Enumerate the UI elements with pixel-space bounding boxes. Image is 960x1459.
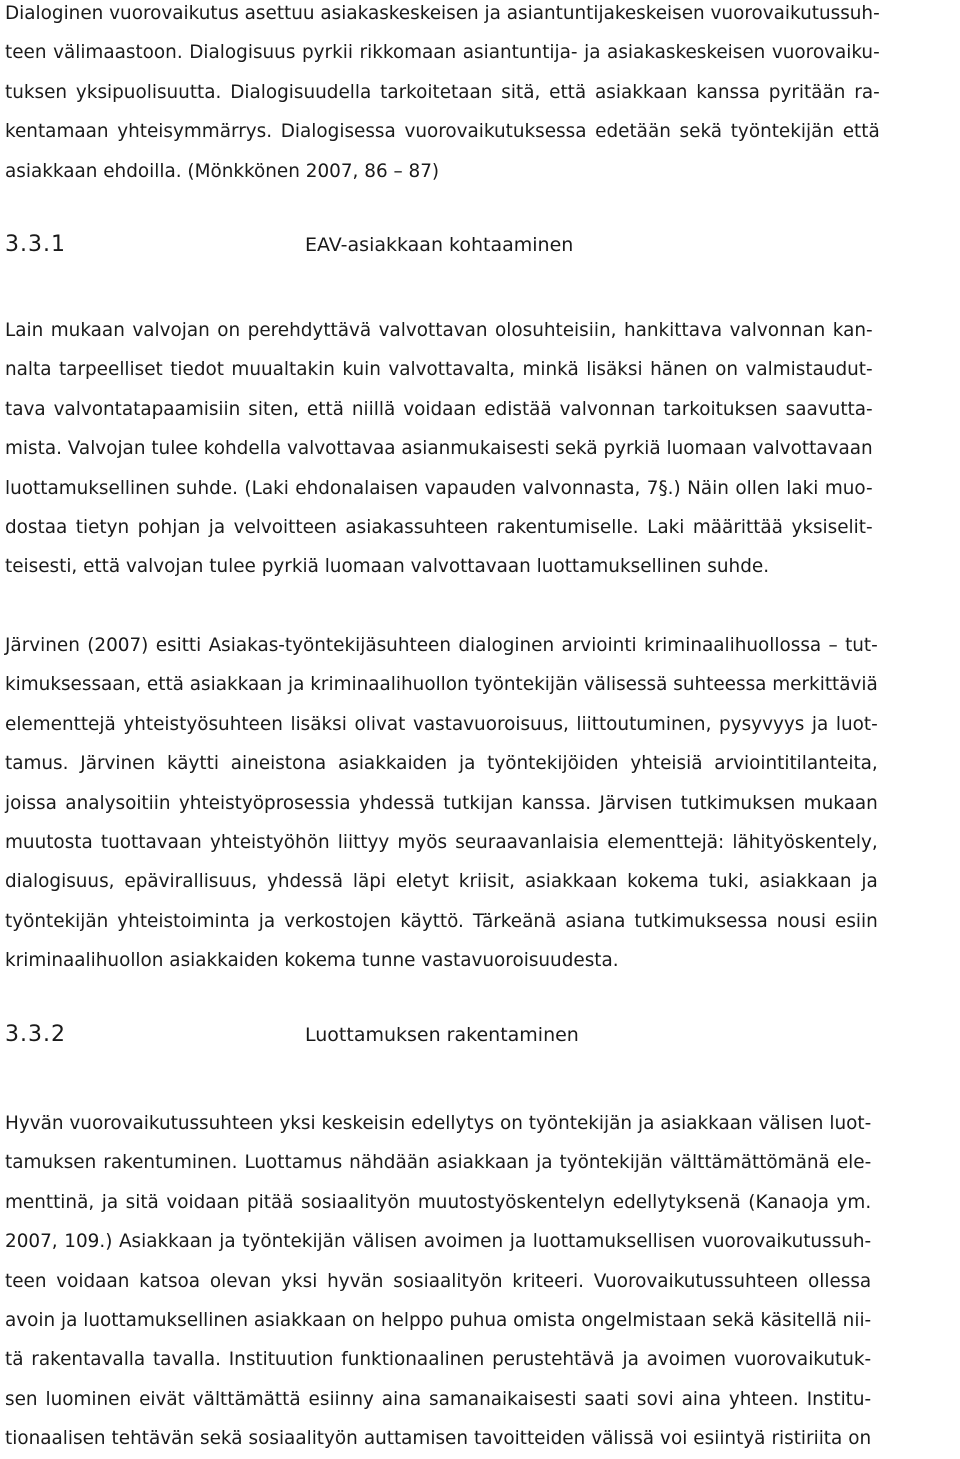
text-line: muutosta tuottavaan yhteistyöhön liittyy myös seuraavanlaisia elementtejä: lähityöskentely, xyxy=(5,831,878,853)
text-line: dostaa tietyn pohjan ja velvoitteen asiakassuhteen rakentumiselle. Laki määrittää yksiselit- xyxy=(5,516,873,538)
text-line: 2007, 109.) Asiakkaan ja työntekijän välisen avoimen ja luottamuksellisen vuorovaikutussuh- xyxy=(5,1231,872,1253)
section-heading-3-3-2 xyxy=(5,1022,955,1047)
text-line: teen välimaastoon. Dialogisuus pyrkii rikkomaan asiantuntija- ja asiakaskeskeisen vuorovaiku- xyxy=(5,42,880,64)
section-number: 3.3.1 xyxy=(5,232,66,257)
text-line: Järvinen (2007) esitti Asiakas-työntekijäsuhteen dialoginen arviointi kriminaalihuollossa – tut- xyxy=(5,635,878,656)
text-line: työntekijän yhteistoiminta ja verkostojen käyttö. Tärkeänä asiana tutkimuksessa nousi esiin xyxy=(5,910,878,932)
text-line: kriminaalihuollon asiakkaiden kokema tunne vastavuoroisuudesta. xyxy=(5,950,619,972)
text-line: teisesti, että valvojan tulee pyrkiä luomaan valvottavaan luottamuksellinen suhde. xyxy=(5,556,770,578)
text-line: asiakkaan ehdoilla. (Mönkkönen 2007, 86 – 87) xyxy=(5,160,440,182)
text-line: teen voidaan katsoa olevan yksi hyvän sosiaalityön kriteeri. Vuorovaikutussuhteen ollessa xyxy=(5,1270,872,1292)
text-line: tamus. Järvinen käytti aineistona asiakkaiden ja työntekijöiden yhteisiä arviointitilanteita, xyxy=(5,753,878,775)
text-line: tava valvontatapaamisiin siten, että niillä voidaan edistää valvonnan tarkoituksen saavutta- xyxy=(5,398,873,420)
text-line: dialogisuus, epävirallisuus, yhdessä läpi eletyt kriisit, asiakkaan kokema tuki, asiakkaan ja xyxy=(5,871,878,893)
text-line: avoin ja luottamuksellinen asiakkaan on helppo puhua omista ongelmistaan sekä käsitellä nii- xyxy=(5,1309,872,1331)
text-line: elementtejä yhteistyösuhteen lisäksi olivat vastavuoroisuus, liittoutuminen, pysyvyys ja luot- xyxy=(5,713,878,735)
paragraph-jarvinen-study xyxy=(5,626,878,981)
paragraph-trust-building xyxy=(5,1104,871,1459)
text-line: joissa analysoitiin yhteistyöprosessia yhdessä tutkijan kanssa. Järvisen tutkimuksen mukaan xyxy=(5,792,878,814)
text-line: Dialoginen vuorovaikutus asettuu asiakaskeskeisen ja asiantuntijakeskeisen vuorovaikutussuh- xyxy=(5,3,880,24)
text-line: nalta tarpeelliset tiedot muualtakin kuin valvottavalta, minkä lisäksi hänen on valmistaudut- xyxy=(5,359,873,381)
text-line: menttinä, ja sitä voidaan pitää sosiaalityön muutostyöskentelyn edellytyksenä (Kanaoja ym. xyxy=(5,1191,872,1213)
section-title: Luottamuksen rakentaminen xyxy=(305,1024,579,1046)
paragraph-dialogical-interaction xyxy=(5,0,880,191)
text-line: mista. Valvojan tulee kohdella valvottavaa asianmukaisesti sekä pyrkiä luomaan valvottavaan xyxy=(5,438,873,460)
section-number: 3.3.2 xyxy=(5,1022,66,1047)
section-heading-3-3-1 xyxy=(5,232,955,257)
text-line: kentamaan yhteisymmärrys. Dialogisessa vuorovaikutuksessa edetään sekä työntekijän että xyxy=(5,121,880,143)
text-line: luottamuksellinen suhde. (Laki ehdonalaisen vapauden valvonnasta, 7§.) Näin ollen laki muo- xyxy=(5,477,873,499)
text-line: tionaalisen tehtävän sekä sosiaalityön auttamisen tavoitteiden välissä voi esiintyä ristiriita on xyxy=(5,1428,872,1450)
text-line: sen luominen eivät välttämättä esiinny aina samanaikaisesti saati sovi aina yhteen. Institu- xyxy=(5,1388,872,1410)
text-line: tuksen yksipuolisuutta. Dialogisuudella tarkoitetaan sitä, että asiakkaan kanssa pyritään ra- xyxy=(5,81,880,103)
text-line: tamuksen rakentuminen. Luottamus nähdään asiakkaan ja työntekijän välttämättömänä ele- xyxy=(5,1152,872,1174)
text-line: tä rakentavalla tavalla. Instituution funktionaalinen perustehtävä ja avoimen vuorovaikutuk- xyxy=(5,1349,872,1371)
text-line: kimuksessaan, että asiakkaan ja kriminaalihuollon työntekijän välisessä suhteessa merkittäviä xyxy=(5,674,878,696)
text-line: Hyvän vuorovaikutussuhteen yksi keskeisin edellytys on työntekijän ja asiakkaan välisen luot- xyxy=(5,1113,872,1134)
text-line: Lain mukaan valvojan on perehdyttävä valvottavan olosuhteisiin, hankittava valvonnan kan- xyxy=(5,320,873,341)
section-title: EAV-asiakkaan kohtaaminen xyxy=(305,234,574,256)
paragraph-law-supervisor xyxy=(5,311,873,587)
